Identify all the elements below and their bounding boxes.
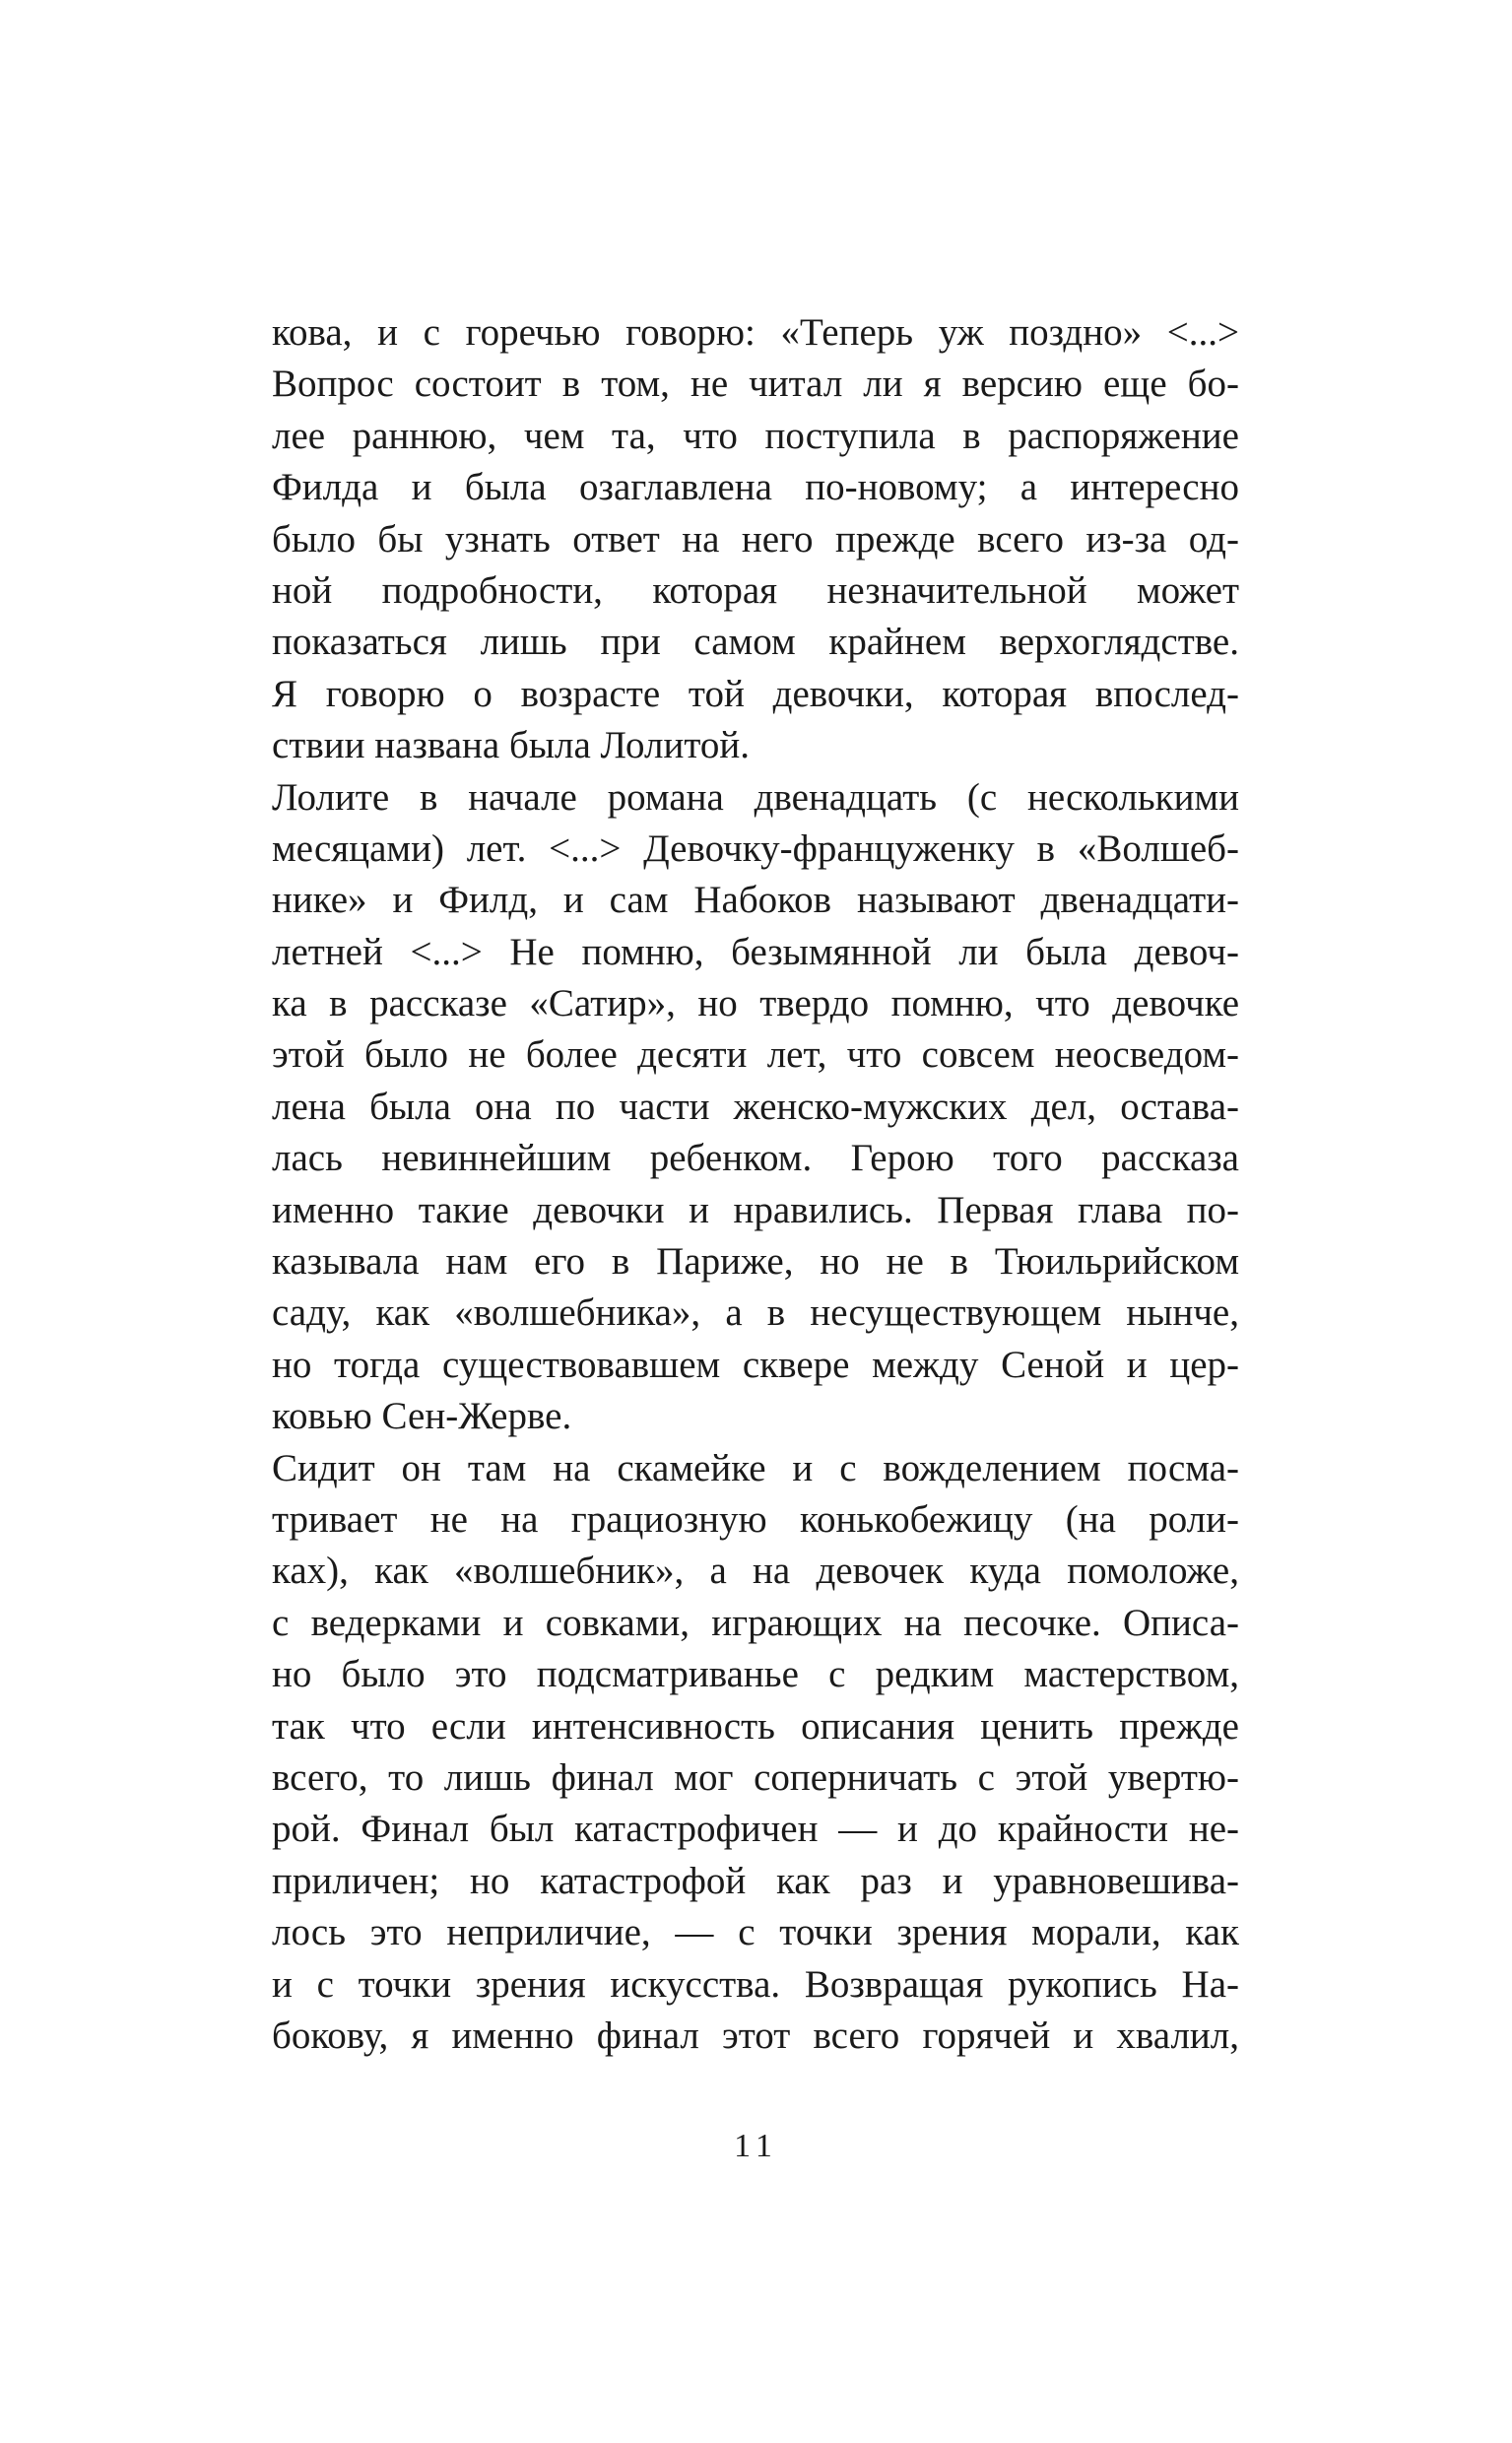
text-line: с ведерками и совками, играющих на песочке. Описа-: [272, 1601, 1239, 1644]
text-line: приличен; но катастрофой как раз и уравновешива-: [272, 1859, 1239, 1902]
text-line: лось это неприличие, — с точки зрения морали, как: [272, 1911, 1239, 1954]
text-line: Сидит он там на скамейке и с вожделением посма-: [272, 1446, 1239, 1489]
text-line: ках), как «волшебник», а на девочек куда помоложе,: [272, 1550, 1239, 1593]
text-line: ствии названа была Лолитой.: [272, 724, 751, 767]
text-line: ной подробности, которая незначительной может: [272, 568, 1239, 612]
text-line: летней <...> Не помню, безымянной ли была девоч-: [272, 930, 1239, 973]
text-line: но было это подсматриванье с редким мастерством,: [272, 1653, 1239, 1696]
text-line: Филда и была озаглавлена по-новому; а интересно: [272, 466, 1239, 509]
text-line: этой было не более десяти лет, что совсем неосведом-: [272, 1033, 1239, 1077]
text-line: так что если интенсивность описания ценить прежде: [272, 1704, 1239, 1748]
text-line: лась невиннейшим ребенком. Герою того рассказа: [272, 1137, 1239, 1180]
text-line: кова, и с горечью говорю: «Теперь уж поздно» <...>: [272, 311, 1239, 354]
page-number: 11: [734, 2128, 778, 2164]
text-line: лее раннюю, чем та, что поступила в распоряжение: [272, 414, 1239, 457]
text-line: всего, то лишь финал мог соперничать с этой увертю-: [272, 1755, 1239, 1799]
text-line: и с точки зрения искусства. Возвращая рукопись На-: [272, 1962, 1239, 2006]
text-line: показаться лишь при самом крайнем верхоглядстве.: [272, 621, 1239, 664]
text-line: было бы узнать ответ на него прежде всего из-за од-: [272, 517, 1239, 561]
text-line: рой. Финал был катастрофичен — и до крайности не-: [272, 1808, 1239, 1851]
text-line: саду, как «волшебника», а в несуществующем нынче,: [272, 1291, 1239, 1335]
text-line: именно такие девочки и нравились. Первая глава по-: [272, 1188, 1239, 1231]
text-line: Лолите в начале романа двенадцать (с несколькими: [272, 775, 1239, 819]
text-line: Я говорю о возрасте той девочки, которая впослед-: [272, 672, 1239, 715]
text-line: бокову, я именно финал этот всего горячей и хвалил,: [272, 2014, 1239, 2057]
text-line: нике» и Филд, и сам Набоков называют двенадцати-: [272, 879, 1239, 922]
body-text: [272, 307, 1239, 2062]
text-line: но тогда существовавшем сквере между Сеной и цер-: [272, 1343, 1239, 1386]
text-line: тривает не на грациозную конькобежицу (на роли-: [272, 1497, 1239, 1541]
text-line: ковью Сен-Жерве.: [272, 1395, 572, 1438]
text-line: месяцами) лет. <...> Девочку-француженку в «Волшеб-: [272, 826, 1239, 870]
text-line: ка в рассказе «Сатир», но твердо помню, что девочке: [272, 982, 1239, 1025]
text-line: лена была она по части женско-мужских дел, остава-: [272, 1085, 1239, 1128]
text-line: Вопрос состоит в том, не читал ли я версию еще бо-: [272, 363, 1239, 406]
text-line: казывала нам его в Париже, но не в Тюильрийском: [272, 1240, 1239, 1284]
